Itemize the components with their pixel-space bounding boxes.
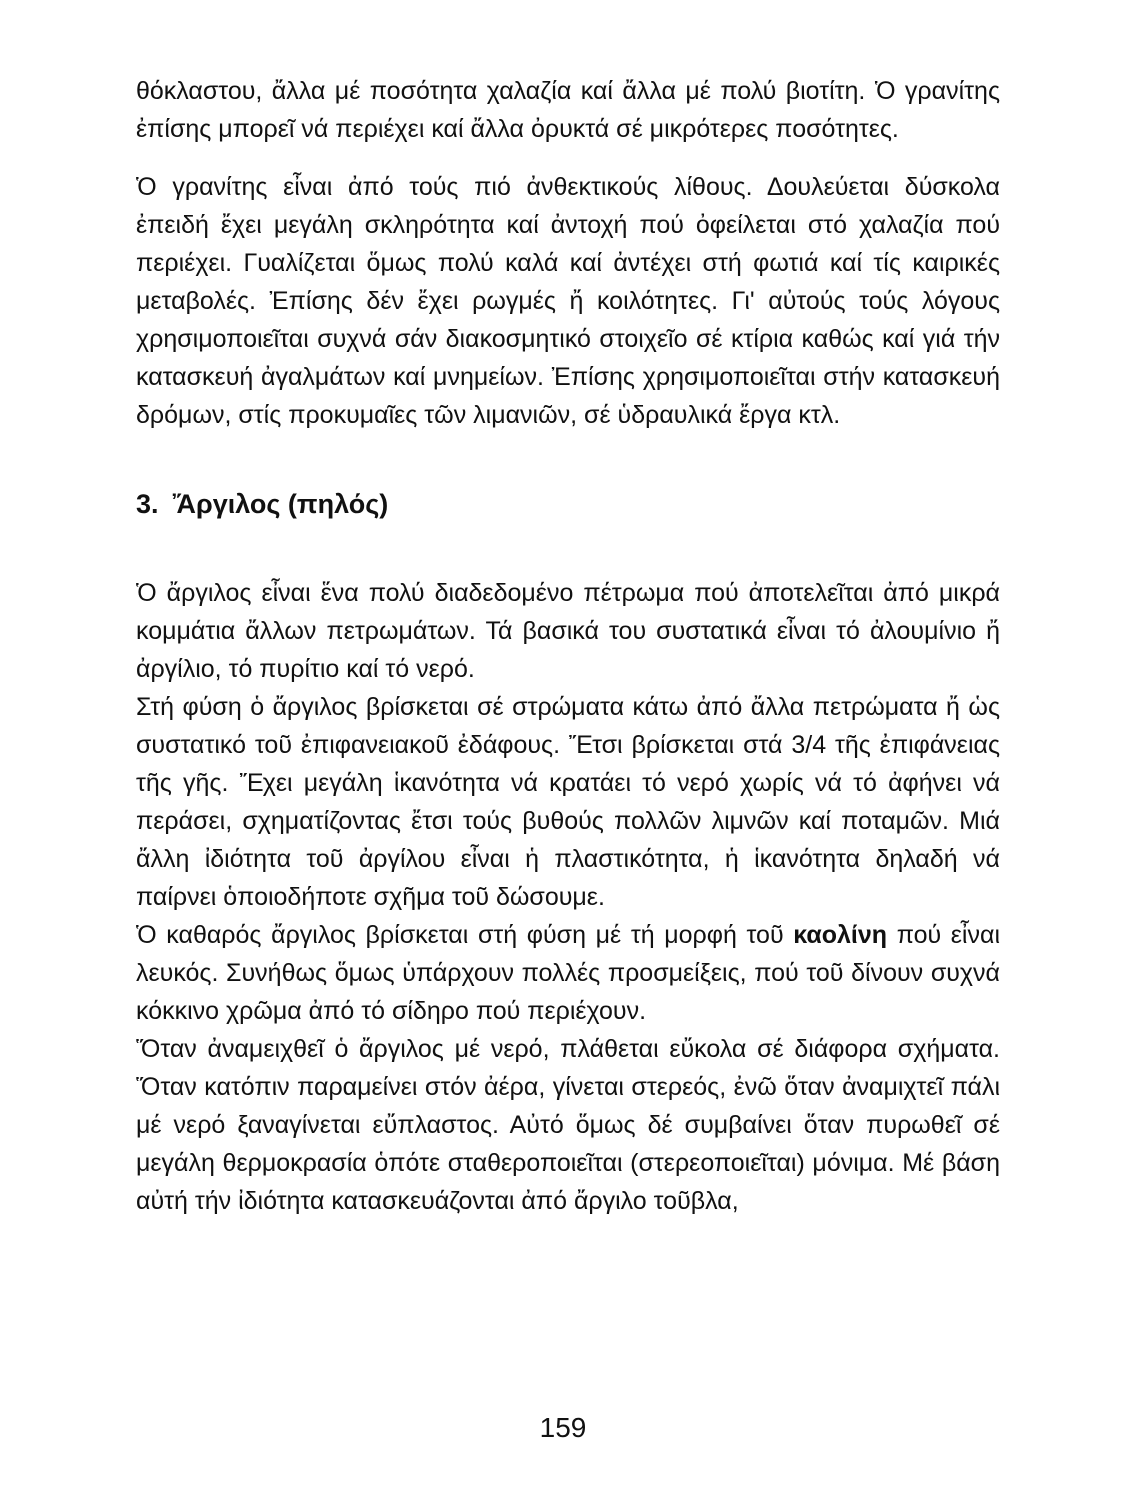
paragraph-kaolin xyxy=(136,916,1000,1030)
spacer xyxy=(136,148,1000,168)
paragraph-clay-definition: Ὁ ἄργιλος εἶναι ἕνα πολύ διαδεδομένο πέτρωμα πού ἀποτελεῖται ἀπό μικρά κομμάτια ἄλλων πετρωμάτων. Τά βασικά του συστατικά εἶναι τό ἀλουμίνιο ἤ ἀργίλιο, τό πυρίτιο καί τό νερό. xyxy=(136,579,1000,683)
spacer xyxy=(136,524,1000,574)
kaolin-term: καολίνη xyxy=(793,921,888,949)
page-number: 159 xyxy=(539,1412,587,1443)
section-number: 3. xyxy=(136,489,159,519)
section-heading xyxy=(136,484,1000,524)
paragraph-granite-continued: θόκλαστου, ἄλλα μέ ποσότητα χαλαζία καί ἄλλα μέ πολύ βιοτίτη. Ὁ γρανίτης ἐπίσης μπορεῖ νά περιέχει καί ἄλλα ὀρυκτά σέ μικρότερες ποσότητες. xyxy=(136,77,1000,143)
paragraph-clay-plasticity: Ὅταν ἀναμειχθεῖ ὁ ἄργιλος μέ νερό, πλάθεται εὔκολα σέ διάφορα σχήματα. Ὅταν κατόπιν παραμείνει στόν ἀέρα, γίνεται στερεός, ἐνῶ ὅταν ἀναμιχτεῖ πάλι μέ νερό ξαναγίνεται εὔπλαστος. Αὐτό ὅμως δέ συμβαίνει ὅταν πυρωθεῖ σέ μεγάλη θερμοκρασία ὁπότε σταθεροποιεῖται (στερεοποιεῖται) μόνιμα. Μέ βάση αὐτή τήν ἰδιότητα κατασκευάζονται ἀπό ἄργιλο τοῦβλα, xyxy=(136,1035,1000,1215)
paragraph-granite-properties: Ὁ γρανίτης εἶναι ἀπό τούς πιό ἀνθεκτικούς λίθους. Δουλεύεται δύσκολα ἐπειδή ἔχει μεγάλη σκληρότητα καί ἀντοχή πού ὀφείλεται στό χαλαζία πού περιέχει. Γυαλίζεται ὅμως πολύ καλά καί ἀντέχει στή φωτιά καί τίς καιρικές μεταβολές. Ἐπίσης δέν ἔχει ρωγμές ἤ κοιλότητες. Γι' αὐτούς τούς λόγους χρησιμοποιεῖται συχνά σάν διακοσμητικό στοιχεῖο σέ κτίρια καθώς καί γιά τήν κατασκευή ἀγαλμάτων καί μνημείων. Ἐπίσης χρησιμοποιεῖται στήν κατασκευή δρόμων, στίς προκυμαῖες τῶν λιμανιῶν, σέ ὑδραυλικά ἔργα κτλ. xyxy=(136,173,1000,429)
kaolin-text-after: πού εἶναι λευκός. Συνήθως ὅμως ὑπάρχουν πολλές προσμείξεις, πού τοῦ δίνουν συχνά κόκκινο χρῶμα ἀπό τό σίδηρο πού περιέχουν. xyxy=(136,921,1000,1025)
kaolin-text-before: Ὁ καθαρός ἄργιλος βρίσκεται στή φύση μέ τή μορφή τοῦ xyxy=(136,921,784,949)
paragraph-clay-occurrence: Στή φύση ὁ ἄργιλος βρίσκεται σέ στρώματα κάτω ἀπό ἄλλα πετρώματα ἤ ὡς συστατικό τοῦ ἐπιφανειακοῦ ἐδάφους. Ἔτσι βρίσκεται στά 3/4 τῆς ἐπιφάνειας τῆς γῆς. Ἔχει μεγάλη ἱκανότητα νά κρατάει τό νερό χωρίς νά τό ἀφήνει νά περάσει, σχηματίζοντας ἔτσι τούς βυθούς πολλῶν λιμνῶν καί ποταμῶν. Μιά ἄλλη ἰδιότητα τοῦ ἀργίλου εἶναι ἡ πλαστικότητα, ἡ ἱκανότητα δηλαδή νά παίρνει ὁποιοδήποτε σχῆμα τοῦ δώσουμε. xyxy=(136,693,1000,911)
page-body xyxy=(136,72,1000,1220)
section-title: Ἄργιλος (πηλός) xyxy=(172,489,389,519)
spacer xyxy=(136,434,1000,484)
